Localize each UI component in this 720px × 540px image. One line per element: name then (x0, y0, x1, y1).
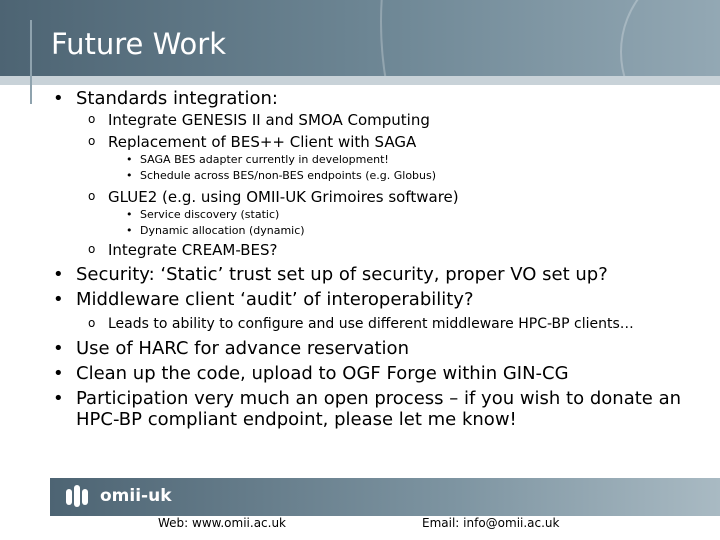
footer-web: Web: www.omii.ac.uk (158, 516, 287, 530)
bullet-item: • SAGA BES adapter currently in development! (126, 153, 389, 166)
bullet-item: • Use of HARC for advance reservation (53, 338, 409, 359)
bullet-item: • Schedule across BES/non-BES endpoints (e.g. Globus) (126, 169, 437, 182)
logo-text: omii-uk (100, 486, 172, 506)
bullet-item: o GLUE2 (e.g. using OMII-UK Grimoires software) (88, 188, 459, 206)
bullet-item: • Participation very much an open process – if you wish to donate an (53, 388, 682, 409)
bullet-item: o Integrate GENESIS II and SMOA Computing (88, 111, 430, 129)
bullet-item: • Service discovery (static) (126, 208, 280, 221)
bullet-item: • Security: ‘Static’ trust set up of security, proper VO set up? (53, 264, 608, 285)
footer-email: Email: info@omii.ac.uk (422, 516, 560, 530)
bullet-item: o Replacement of BES++ Client with SAGA (88, 133, 417, 151)
bullet-item: o Integrate CREAM-BES? (88, 241, 278, 259)
bullet-item: o Leads to ability to configure and use different middleware HPC-BP clients… (88, 316, 634, 332)
bullet-continuation: HPC-BP compliant endpoint, please let me know! (76, 409, 517, 430)
logo-icon (64, 483, 94, 509)
bullet-item: • Middleware client ‘audit’ of interoperability? (53, 289, 474, 310)
omii-uk-logo (64, 480, 172, 512)
bullet-item: • Dynamic allocation (dynamic) (126, 224, 305, 237)
slide-title: Future Work (51, 27, 227, 61)
bullet-item: • Standards integration: (53, 88, 278, 109)
bullet-item: • Clean up the code, upload to OGF Forge within GIN-CG (53, 363, 569, 384)
